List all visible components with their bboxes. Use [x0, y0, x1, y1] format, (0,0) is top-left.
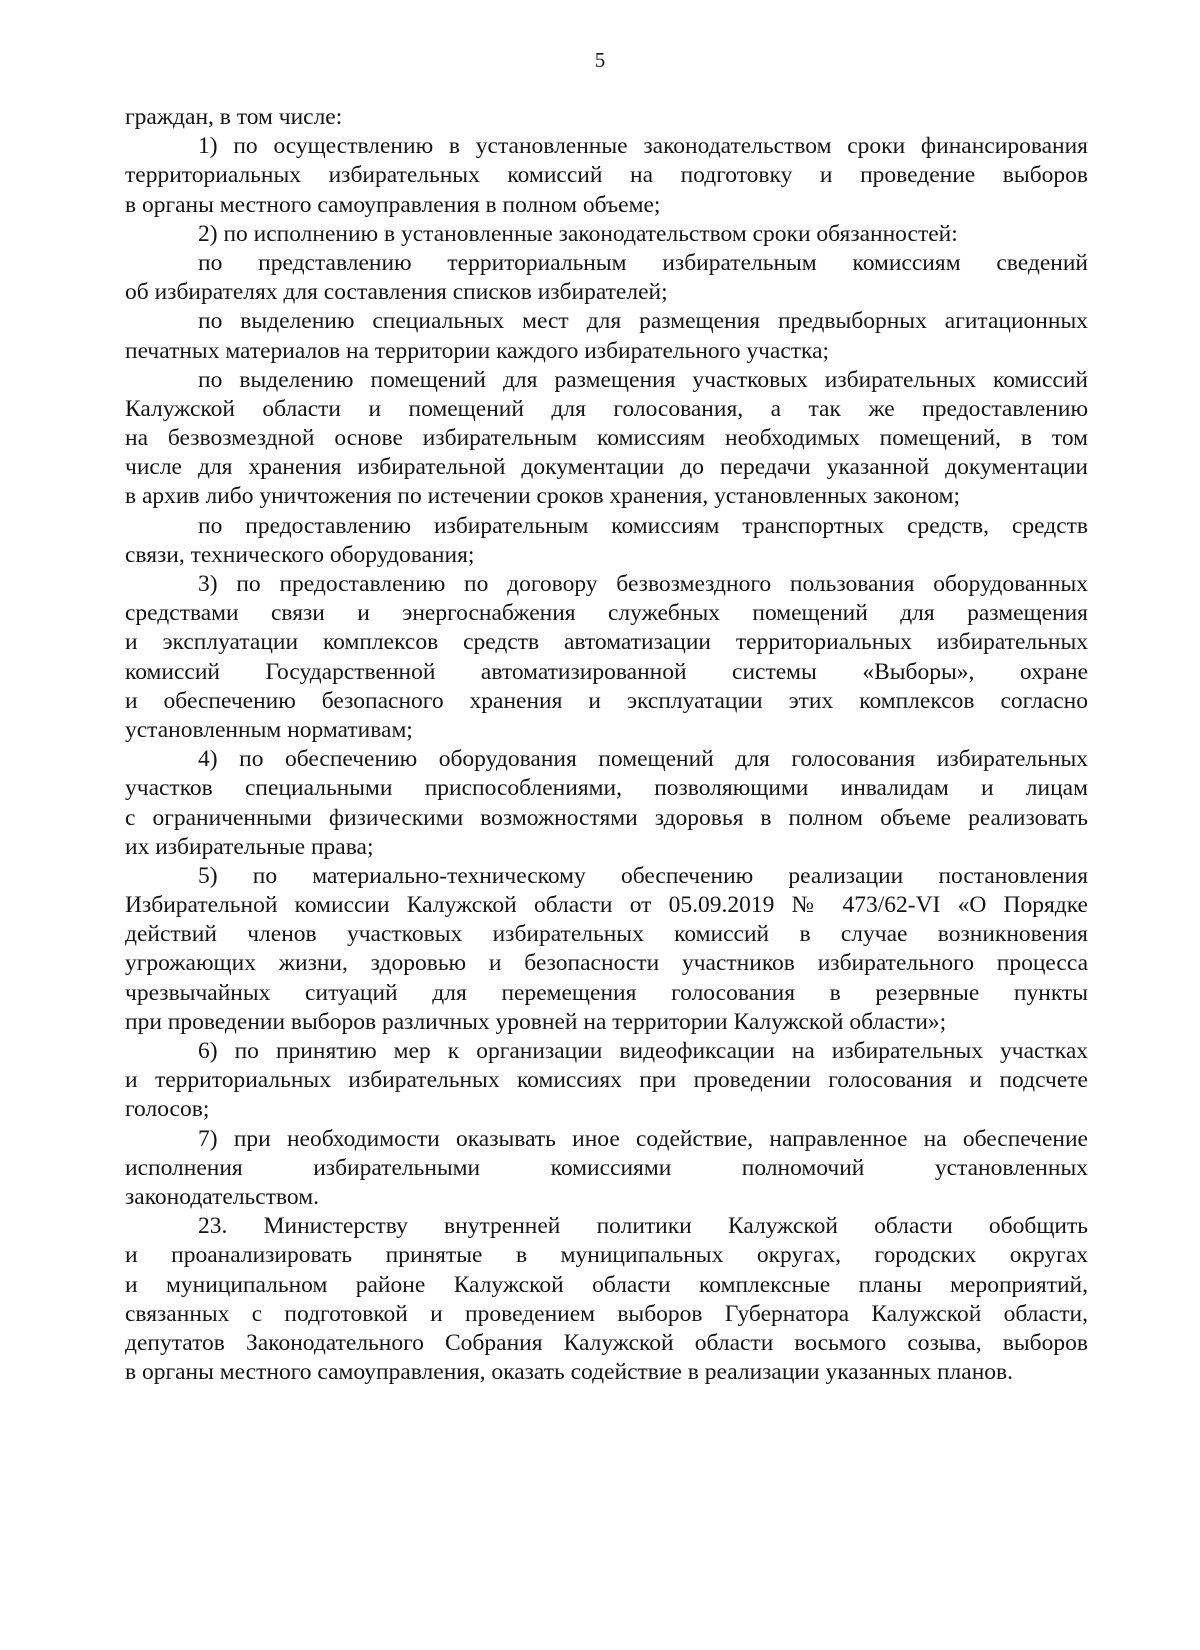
page-number: 5 — [594, 48, 606, 72]
text-line: средствами связи и энергоснабжения служебных помещений для размещения — [125, 600, 1088, 627]
text-line: 7) при необходимости оказывать иное содействие, направленное на обеспечение — [198, 1125, 1088, 1152]
text-line: установленным нормативам; — [125, 716, 413, 743]
text-line: и обеспечению безопасного хранения и эксплуатации этих комплексов согласно — [125, 687, 1088, 714]
text-line: по выделению помещений для размещения участковых избирательных комиссий — [198, 366, 1088, 393]
text-line: и проанализировать принятые в муниципальных округах, городских округах — [125, 1242, 1088, 1269]
text-line: по предоставлению избирательным комиссиям транспортных средств, средств — [198, 512, 1088, 539]
text-line: связанных с подготовкой и проведением выборов Губернатора Калужской области, — [125, 1300, 1088, 1327]
text-line: голосов; — [125, 1096, 210, 1123]
text-line: Избирательной комиссии Калужской области от 05.09.2019 № 473/62-VI «О Порядке — [125, 892, 1088, 919]
text-line: их избирательные права; — [125, 833, 374, 860]
text-line: законодательством. — [125, 1183, 319, 1210]
text-line: в органы местного самоуправления в полном объеме; — [125, 191, 661, 218]
text-line: действий членов участковых избирательных комиссий в случае возникновения — [125, 921, 1088, 948]
text-line: и территориальных избирательных комиссиях при проведении голосования и подсчете — [125, 1067, 1088, 1094]
document-body — [125, 103, 1088, 1387]
text-line: в органы местного самоуправления, оказать содействие в реализации указанных планов. — [125, 1359, 1014, 1386]
text-line: на безвозмездной основе избирательным комиссиям необходимых помещений, в том — [125, 425, 1088, 452]
text-line: 5) по материально-техническому обеспечению реализации постановления — [198, 862, 1088, 889]
text-line: 23. Министерству внутренней политики Калужской области обобщить — [198, 1213, 1088, 1240]
text-line: 4) по обеспечению оборудования помещений для голосования избирательных — [198, 746, 1088, 773]
text-line: и эксплуатации комплексов средств автоматизации территориальных избирательных — [125, 629, 1088, 656]
text-line: чрезвычайных ситуаций для перемещения голосования в резервные пункты — [125, 979, 1088, 1006]
text-line: связи, технического оборудования; — [125, 541, 475, 568]
text-line: 1) по осуществлению в установленные законодательством сроки финансирования — [198, 133, 1088, 160]
text-line: комиссий Государственной автоматизированной системы «Выборы», охране — [125, 658, 1088, 685]
text-line: 3) по предоставлению по договору безвозмездного пользования оборудованных — [198, 571, 1088, 597]
text-line: по выделению специальных мест для размещения предвыборных агитационных — [198, 308, 1088, 335]
text-line: граждан, в том числе: — [125, 104, 343, 130]
text-line: исполнения избирательными комиссиями полномочий установленных — [125, 1154, 1088, 1181]
text-line: печатных материалов на территории каждого избирательного участка; — [125, 337, 830, 364]
text-line: по представлению территориальным избирательным комиссиям сведений — [198, 249, 1088, 276]
text-line: угрожающих жизни, здоровью и безопасности участников избирательного процесса — [125, 950, 1088, 977]
text-line: депутатов Законодательного Собрания Калужской области восьмого созыва, выборов — [125, 1329, 1088, 1356]
text-line: об избирателях для составления списков избирателей; — [125, 279, 668, 306]
text-line: участков специальными приспособлениями, позволяющими инвалидам и лицам — [125, 775, 1088, 802]
text-line: при проведении выборов различных уровней на территории Калужской области»; — [125, 1008, 947, 1035]
text-line: в архив либо уничтожения по истечении сроков хранения, установленных законом; — [125, 483, 961, 510]
text-line: 6) по принятию мер к организации видеофиксации на избирательных участках — [198, 1038, 1088, 1064]
text-line: Калужской области и помещений для голосования, а так же предоставлению — [125, 395, 1088, 422]
text-line: числе для хранения избирательной документации до передачи указанной документации — [125, 454, 1088, 481]
text-line: территориальных избирательных комиссий на подготовку и проведение выборов — [125, 162, 1088, 189]
text-line: 2) по исполнению в установленные законодательством сроки обязанностей: — [198, 220, 958, 247]
text-line: с ограниченными физическими возможностями здоровья в полном объеме реализовать — [125, 804, 1088, 831]
text-line: и муниципальном районе Калужской области комплексные планы мероприятий, — [125, 1271, 1088, 1298]
